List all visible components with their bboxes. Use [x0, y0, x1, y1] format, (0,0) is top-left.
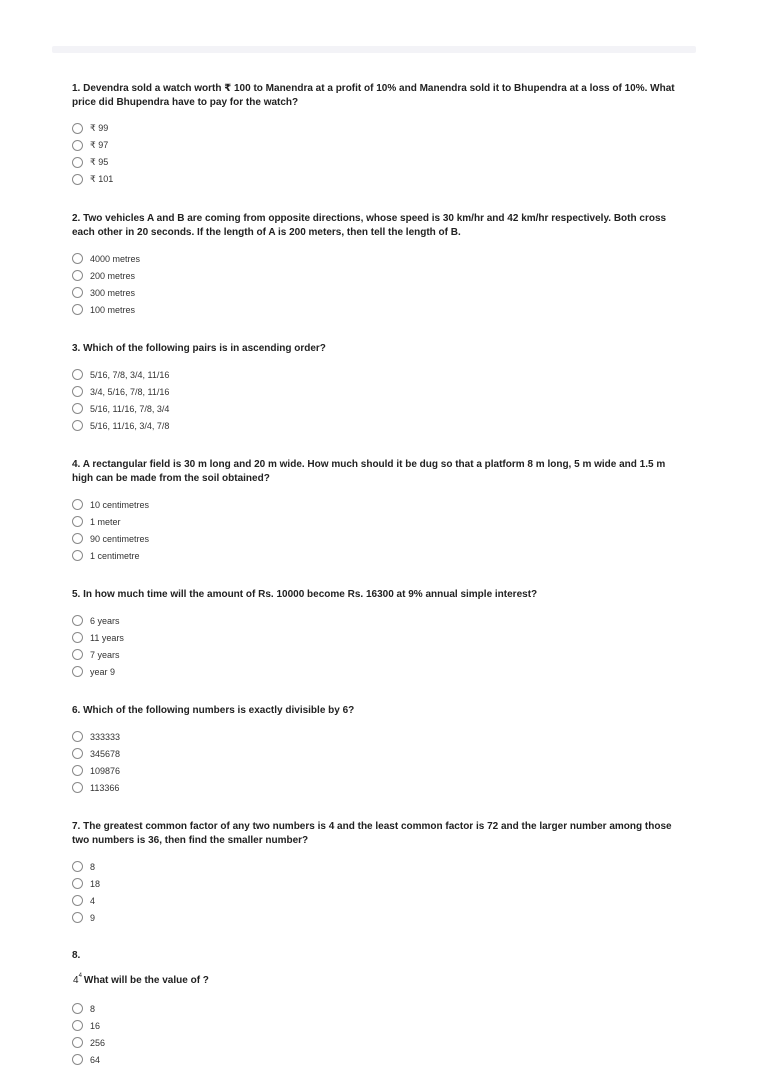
option-label: 333333: [90, 731, 121, 742]
option-label: 8: [90, 1003, 96, 1014]
radio-circle-icon[interactable]: [72, 270, 83, 281]
question-text: 2. Two vehicles A and B are coming from opposite directions, whose speed is 30 km/hr and 42 km/hr respectively. Both cross each other in 20 seconds. If the length of A is 200 meters, then tell the length of B.: [72, 213, 667, 238]
option-label: 7 years: [90, 649, 120, 660]
radio-circle-icon[interactable]: [72, 420, 83, 431]
options-list: [72, 612, 682, 680]
option-radio[interactable]: [72, 762, 682, 779]
option-radio[interactable]: [72, 513, 682, 530]
option-label: 8: [90, 861, 96, 872]
options-list: [72, 1000, 682, 1068]
option-radio[interactable]: [72, 875, 682, 892]
option-label: ₹ 97: [90, 140, 109, 150]
option-radio[interactable]: [72, 1017, 682, 1034]
options-list: [72, 728, 682, 796]
option-radio[interactable]: [72, 400, 682, 417]
radio-circle-icon[interactable]: [72, 304, 83, 315]
radio-circle-icon[interactable]: [72, 649, 83, 660]
radio-circle-icon[interactable]: [72, 174, 83, 185]
option-label: 10 centimetres: [90, 499, 150, 510]
option-label: 6 years: [90, 615, 120, 626]
question-1: [72, 82, 682, 188]
radio-circle-icon[interactable]: [72, 731, 83, 742]
option-radio[interactable]: [72, 646, 682, 663]
option-radio[interactable]: [72, 1051, 682, 1068]
option-label: 1 centimetre: [90, 550, 140, 561]
option-label: 109876: [90, 765, 121, 776]
question-text: What will be the value of ?: [83, 975, 209, 986]
expression-exponent: 4: [78, 973, 82, 979]
question-text: 4. A rectangular field is 30 m long and 20 m wide. How much should it be dug so that a platform 8 m long, 5 m wide and 1.5 m high can be made from the soil obtained?: [72, 459, 666, 484]
option-label: 64: [90, 1054, 101, 1065]
question-3: [72, 342, 682, 434]
radio-circle-icon[interactable]: [72, 666, 83, 677]
option-label: 3/4, 5/16, 7/8, 11/16: [90, 386, 170, 397]
radio-circle-icon[interactable]: [72, 878, 83, 889]
options-list: [72, 858, 682, 926]
quiz-form: [72, 82, 682, 1068]
radio-circle-icon[interactable]: [72, 386, 83, 397]
option-radio[interactable]: [72, 547, 682, 564]
option-label: year 9: [90, 666, 116, 677]
option-label: 5/16, 11/16, 7/8, 3/4: [90, 403, 170, 414]
radio-circle-icon[interactable]: [72, 533, 83, 544]
option-label: 1 meter: [90, 516, 121, 527]
option-radio[interactable]: [72, 858, 682, 875]
option-label: 345678: [90, 748, 121, 759]
option-radio[interactable]: [72, 779, 682, 796]
option-radio[interactable]: [72, 120, 682, 137]
option-label: 100 metres: [90, 304, 136, 315]
radio-circle-icon[interactable]: [72, 287, 83, 298]
radio-circle-icon[interactable]: [72, 1054, 83, 1065]
radio-circle-icon[interactable]: [72, 615, 83, 626]
radio-circle-icon[interactable]: [72, 1020, 83, 1031]
option-radio[interactable]: [72, 301, 682, 318]
option-radio[interactable]: [72, 267, 682, 284]
question-5: [72, 588, 682, 680]
radio-circle-icon[interactable]: [72, 632, 83, 643]
expression-base: 4: [73, 975, 79, 986]
option-radio[interactable]: [72, 154, 682, 171]
option-radio[interactable]: [72, 496, 682, 513]
question-text: 3. Which of the following pairs is in ascending order?: [72, 343, 326, 354]
option-label: ₹ 101: [90, 174, 114, 184]
option-label: 5/16, 11/16, 3/4, 7/8: [90, 420, 170, 431]
option-radio[interactable]: [72, 171, 682, 188]
radio-circle-icon[interactable]: [72, 369, 83, 380]
question-text: 5. In how much time will the amount of Rs. 10000 become Rs. 16300 at 9% annual simple interest?: [72, 589, 538, 600]
option-radio[interactable]: [72, 417, 682, 434]
question-4: [72, 458, 682, 564]
question-text-row: [73, 975, 682, 986]
radio-circle-icon[interactable]: [72, 782, 83, 793]
radio-circle-icon[interactable]: [72, 912, 83, 923]
option-label: ₹ 99: [90, 123, 109, 133]
option-label: 256: [90, 1037, 106, 1048]
option-label: 9: [90, 912, 96, 923]
option-radio[interactable]: [72, 663, 682, 680]
option-radio[interactable]: [72, 612, 682, 629]
options-list: [72, 496, 682, 564]
question-text: 1. Devendra sold a watch worth ₹ 100 to Manendra at a profit of 10% and Manendra sold it to Bhupendra at a loss of 10%. What price did Bhupendra have to pay for the watch?: [72, 83, 675, 108]
option-label: 4000 metres: [90, 253, 141, 264]
option-label: 113366: [90, 782, 120, 793]
question-6: [72, 704, 682, 796]
option-radio[interactable]: [72, 383, 682, 400]
question-2: [72, 212, 682, 318]
radio-circle-icon[interactable]: [72, 765, 83, 776]
options-list: [72, 120, 682, 188]
option-radio[interactable]: [72, 745, 682, 762]
radio-circle-icon[interactable]: [72, 140, 83, 151]
radio-circle-icon[interactable]: [72, 895, 83, 906]
option-label: 5/16, 7/8, 3/4, 11/16: [90, 369, 170, 380]
power-expression: [73, 975, 82, 986]
option-radio[interactable]: [72, 728, 682, 745]
radio-circle-icon[interactable]: [72, 516, 83, 527]
option-label: 11 years: [90, 632, 124, 643]
options-list: [72, 250, 682, 318]
question-text: 6. Which of the following numbers is exactly divisible by 6?: [72, 705, 355, 716]
option-radio[interactable]: [72, 530, 682, 547]
option-radio[interactable]: [72, 137, 682, 154]
radio-circle-icon[interactable]: [72, 403, 83, 414]
option-label: 90 centimetres: [90, 533, 150, 544]
radio-circle-icon[interactable]: [72, 861, 83, 872]
option-label: ₹ 95: [90, 157, 109, 167]
options-list: [72, 366, 682, 434]
header-bar: [52, 46, 696, 53]
option-radio[interactable]: [72, 909, 682, 926]
radio-circle-icon[interactable]: [72, 1037, 83, 1048]
option-label: 300 metres: [90, 287, 136, 298]
option-label: 18: [90, 878, 101, 889]
radio-circle-icon[interactable]: [72, 123, 83, 134]
radio-circle-icon[interactable]: [72, 550, 83, 561]
radio-circle-icon[interactable]: [72, 253, 83, 264]
option-radio[interactable]: [72, 366, 682, 383]
radio-circle-icon[interactable]: [72, 1003, 83, 1014]
option-radio[interactable]: [72, 1000, 682, 1017]
option-radio[interactable]: [72, 250, 682, 267]
option-label: 200 metres: [90, 270, 136, 281]
option-radio[interactable]: [72, 284, 682, 301]
question-8: [72, 950, 682, 1068]
question-text: 7. The greatest common factor of any two numbers is 4 and the least common factor is 72 and the larger number among those two numbers is 36, then find the smaller number?: [72, 821, 672, 846]
question-number: 8.: [72, 950, 81, 961]
option-radio[interactable]: [72, 1034, 682, 1051]
option-radio[interactable]: [72, 629, 682, 646]
option-radio[interactable]: [72, 892, 682, 909]
radio-circle-icon[interactable]: [72, 499, 83, 510]
radio-circle-icon[interactable]: [72, 748, 83, 759]
option-label: 16: [90, 1020, 101, 1031]
question-7: [72, 820, 682, 926]
option-label: 4: [90, 895, 96, 906]
radio-circle-icon[interactable]: [72, 157, 83, 168]
